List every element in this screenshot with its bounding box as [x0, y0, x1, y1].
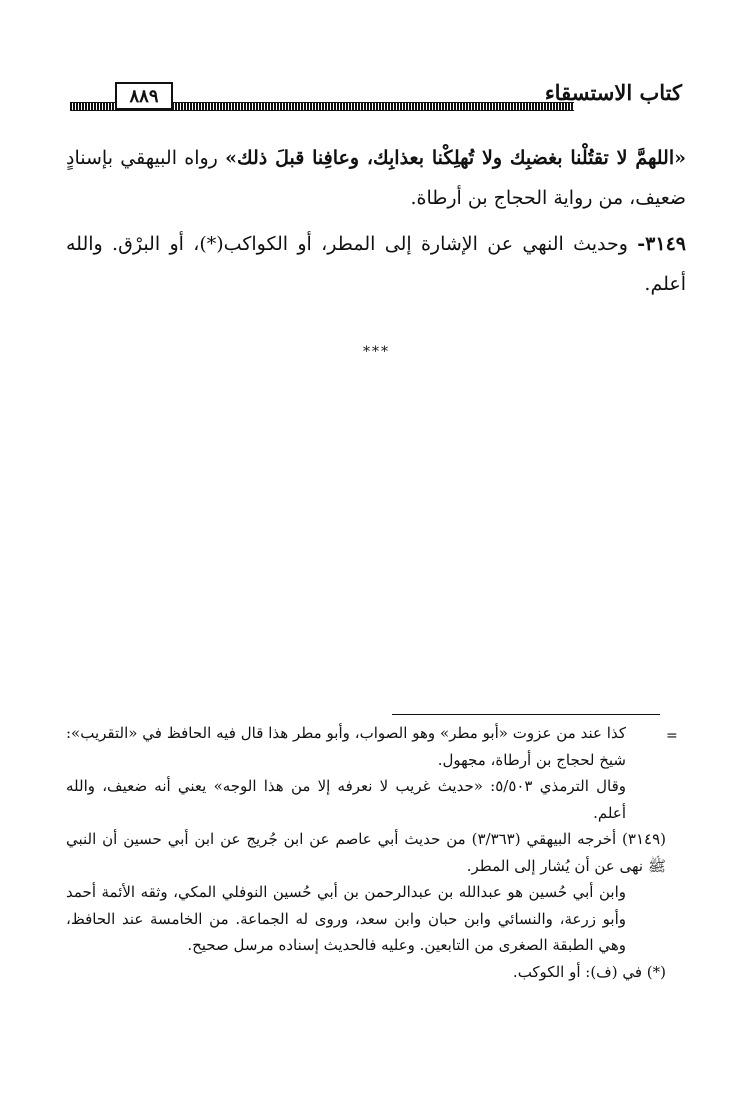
footnote-line: كذا عند من عزوت «أبو مطر» وهو الصواب، وأبو مطر هذا قال فيه الحافظ في «التقريب»: شيخ لحجاج بن أرطاة، مجهول.	[66, 724, 626, 769]
footnote-line: وابن أبي حُسين هو عبدالله بن عبدالرحمن بن أبي حُسين النوفلي المكي، وثقه الأئمة أحمد وأبو زرعة، والنسائي وابن حبان وابن سعد، وروى له الجماعة. من الخامسة عند الحافظ، وهي الطبقة الصغرى من التابعين. وعليه فالحديث إسناده مرسل صحيح.	[66, 883, 626, 954]
footnote-line: (*) في (ف): أو الكوكب.	[512, 962, 666, 981]
paragraph-quote	[66, 138, 686, 218]
footnote-continuation-mark: =	[666, 728, 678, 744]
footnote-line: وقال الترمذي ٥/٥٠٣: «حديث غريب لا نعرفه إلا من هذا الوجه» يعني أنه ضعيف، والله أعلم.	[66, 777, 626, 822]
footnote-line: (٣١٤٩) أخرجه البيهقي (٣/٣٦٣) من حديث أبي عاصم عن ابن جُريج عن ابن أبي حسين أن النبي ﷺ نهى عن أن يُشار إلى المطر.	[66, 830, 666, 875]
quote-bold: «اللهمَّ لا تقتُلْنا بغضبِك ولا تُهلِكْنا بعذابِك، وعافِنا قبلَ ذلك»	[225, 147, 686, 169]
main-text	[66, 138, 686, 304]
footnotes	[66, 720, 666, 985]
hadith-text: وحديث النهي عن الإشارة إلى المطر، أو الكواكب(*)، أو البرْق. والله أعلم.	[66, 233, 686, 295]
hadith-number: ٣١٤٩-	[637, 233, 686, 255]
running-title: كتاب الاستسقاء	[544, 80, 682, 105]
quote-rest: رواه البيهقي بإسنادٍ ضعيف، من رواية الحجاج بن أرطاة.	[66, 147, 686, 209]
page-number: ٨٨٩	[115, 82, 173, 110]
footnote-rule	[392, 714, 660, 715]
paragraph-hadith-3149	[66, 224, 686, 304]
page-header	[70, 78, 682, 112]
section-separator: ***	[363, 344, 390, 360]
